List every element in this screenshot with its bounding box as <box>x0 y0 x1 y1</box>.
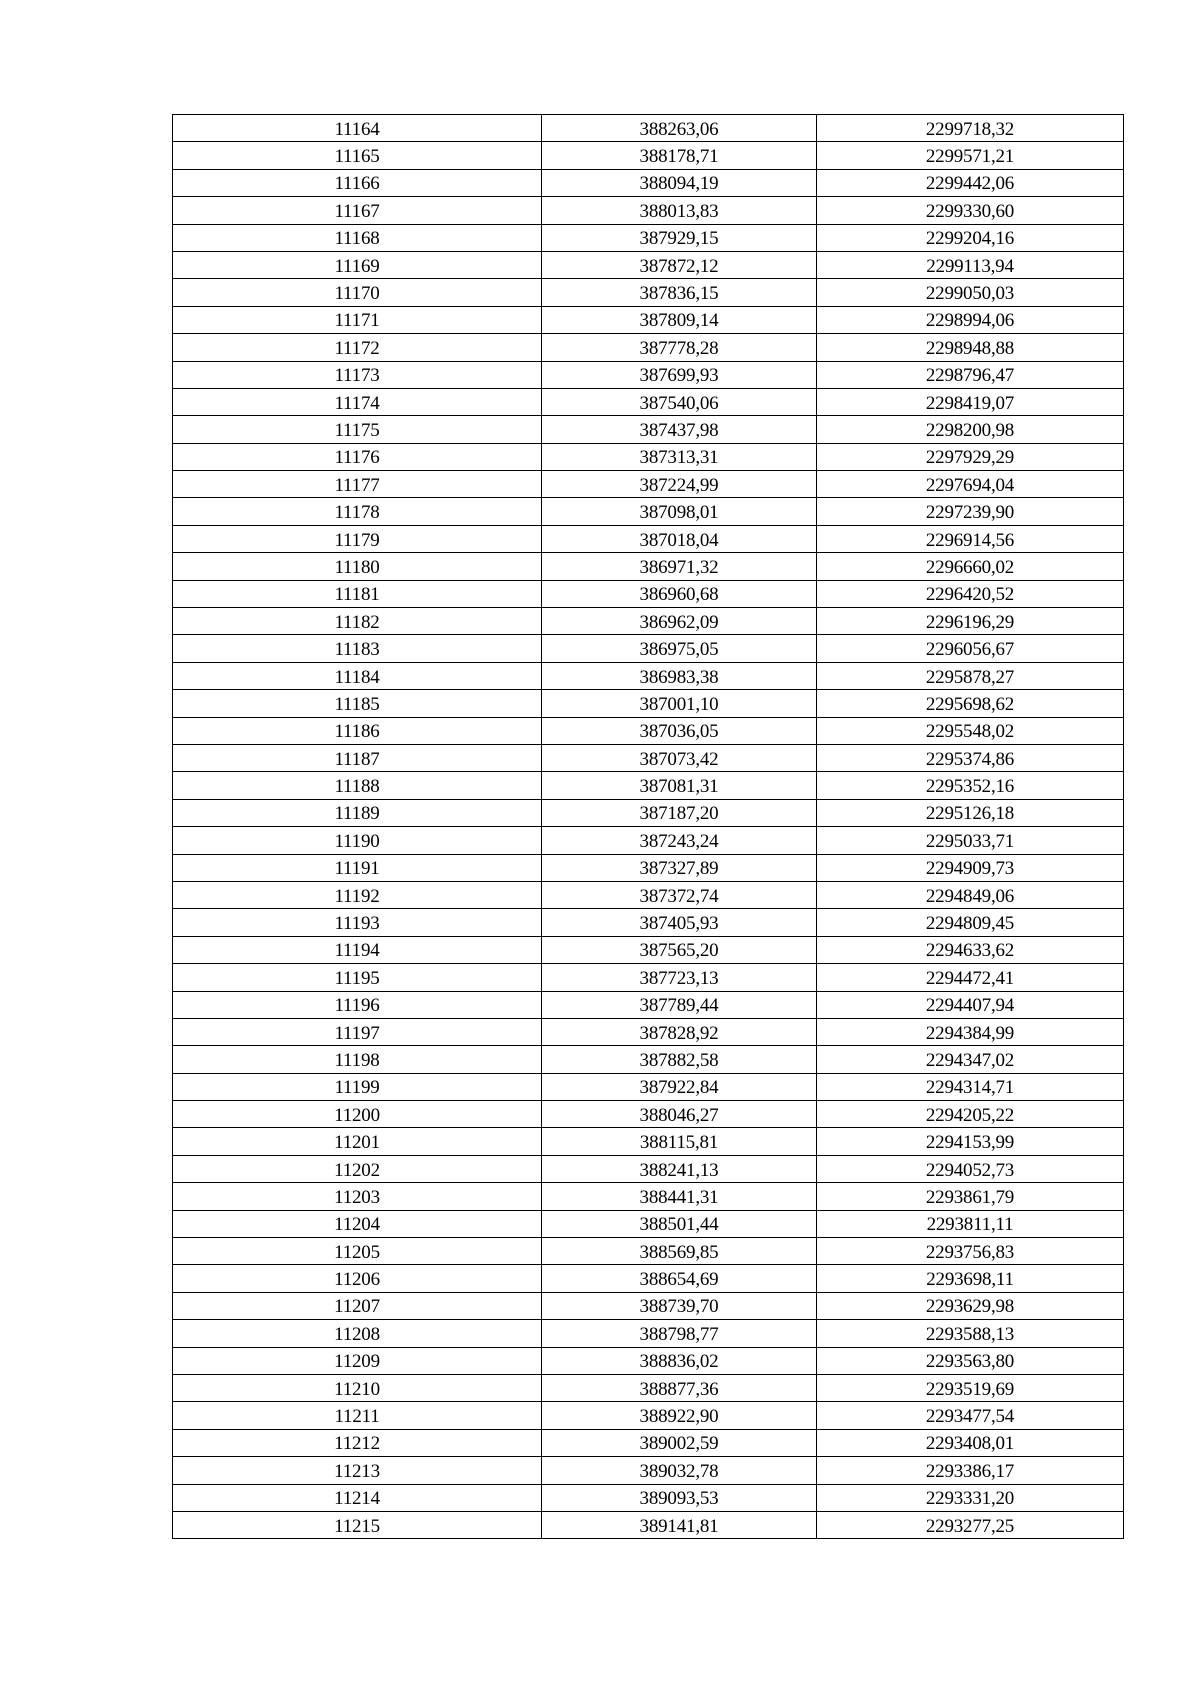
table-row <box>173 306 1124 333</box>
y-coordinate-cell: 2293756,83 <box>817 1238 1124 1265</box>
y-coordinate-cell: 2294472,41 <box>817 964 1124 991</box>
y-coordinate-cell: 2296420,52 <box>817 580 1124 607</box>
y-coordinate-cell: 2293277,25 <box>817 1511 1124 1538</box>
table-row <box>173 1155 1124 1182</box>
table-row <box>173 1484 1124 1511</box>
y-coordinate-cell: 2295352,16 <box>817 772 1124 799</box>
table-row <box>173 936 1124 963</box>
point-number-cell: 11166 <box>173 169 542 196</box>
x-coordinate-cell: 387372,74 <box>542 881 817 908</box>
y-coordinate-cell: 2295033,71 <box>817 827 1124 854</box>
table-row <box>173 1073 1124 1100</box>
x-coordinate-cell: 389093,53 <box>542 1484 817 1511</box>
point-number-cell: 11209 <box>173 1347 542 1374</box>
table-row <box>173 443 1124 470</box>
x-coordinate-cell: 387778,28 <box>542 334 817 361</box>
x-coordinate-cell: 387828,92 <box>542 1018 817 1045</box>
point-number-cell: 11171 <box>173 306 542 333</box>
y-coordinate-cell: 2295698,62 <box>817 690 1124 717</box>
point-number-cell: 11191 <box>173 854 542 881</box>
table-row <box>173 1210 1124 1237</box>
x-coordinate-cell: 387187,20 <box>542 799 817 826</box>
y-coordinate-cell: 2296056,67 <box>817 635 1124 662</box>
y-coordinate-cell: 2293331,20 <box>817 1484 1124 1511</box>
table-row <box>173 608 1124 635</box>
y-coordinate-cell: 2294809,45 <box>817 909 1124 936</box>
x-coordinate-cell: 386962,09 <box>542 608 817 635</box>
point-number-cell: 11200 <box>173 1101 542 1128</box>
x-coordinate-cell: 387922,84 <box>542 1073 817 1100</box>
y-coordinate-cell: 2299442,06 <box>817 169 1124 196</box>
table-row <box>173 197 1124 224</box>
point-number-cell: 11173 <box>173 361 542 388</box>
point-number-cell: 11185 <box>173 690 542 717</box>
x-coordinate-cell: 387882,58 <box>542 1046 817 1073</box>
y-coordinate-cell: 2294849,06 <box>817 881 1124 908</box>
point-number-cell: 11208 <box>173 1320 542 1347</box>
table-row <box>173 991 1124 1018</box>
y-coordinate-cell: 2297929,29 <box>817 443 1124 470</box>
point-number-cell: 11210 <box>173 1374 542 1401</box>
table-row <box>173 1292 1124 1319</box>
y-coordinate-cell: 2293629,98 <box>817 1292 1124 1319</box>
table-row <box>173 662 1124 689</box>
y-coordinate-cell: 2299113,94 <box>817 251 1124 278</box>
table-row <box>173 471 1124 498</box>
point-number-cell: 11172 <box>173 334 542 361</box>
x-coordinate-cell: 389032,78 <box>542 1457 817 1484</box>
point-number-cell: 11192 <box>173 881 542 908</box>
table-row <box>173 964 1124 991</box>
table-row <box>173 635 1124 662</box>
table-row <box>173 1265 1124 1292</box>
x-coordinate-cell: 387098,01 <box>542 498 817 525</box>
table-row <box>173 1429 1124 1456</box>
table-row <box>173 881 1124 908</box>
y-coordinate-cell: 2293861,79 <box>817 1183 1124 1210</box>
table-row <box>173 580 1124 607</box>
y-coordinate-cell: 2293519,69 <box>817 1374 1124 1401</box>
point-number-cell: 11203 <box>173 1183 542 1210</box>
point-number-cell: 11215 <box>173 1511 542 1538</box>
y-coordinate-cell: 2298994,06 <box>817 306 1124 333</box>
point-number-cell: 11205 <box>173 1238 542 1265</box>
y-coordinate-cell: 2294347,02 <box>817 1046 1124 1073</box>
x-coordinate-cell: 388046,27 <box>542 1101 817 1128</box>
x-coordinate-cell: 387243,24 <box>542 827 817 854</box>
table-row <box>173 553 1124 580</box>
table-row <box>173 1320 1124 1347</box>
y-coordinate-cell: 2296196,29 <box>817 608 1124 635</box>
y-coordinate-cell: 2293563,80 <box>817 1347 1124 1374</box>
point-number-cell: 11178 <box>173 498 542 525</box>
point-number-cell: 11187 <box>173 744 542 771</box>
x-coordinate-cell: 387789,44 <box>542 991 817 1018</box>
x-coordinate-cell: 389141,81 <box>542 1511 817 1538</box>
table-row <box>173 525 1124 552</box>
y-coordinate-cell: 2293588,13 <box>817 1320 1124 1347</box>
table-row <box>173 416 1124 443</box>
point-number-cell: 11211 <box>173 1402 542 1429</box>
point-number-cell: 11186 <box>173 717 542 744</box>
point-number-cell: 11197 <box>173 1018 542 1045</box>
y-coordinate-cell: 2294052,73 <box>817 1155 1124 1182</box>
point-number-cell: 11193 <box>173 909 542 936</box>
point-number-cell: 11190 <box>173 827 542 854</box>
x-coordinate-cell: 388654,69 <box>542 1265 817 1292</box>
point-number-cell: 11174 <box>173 388 542 415</box>
point-number-cell: 11169 <box>173 251 542 278</box>
x-coordinate-cell: 387073,42 <box>542 744 817 771</box>
point-number-cell: 11164 <box>173 115 542 142</box>
point-number-cell: 11184 <box>173 662 542 689</box>
y-coordinate-cell: 2299204,16 <box>817 224 1124 251</box>
x-coordinate-cell: 387872,12 <box>542 251 817 278</box>
point-number-cell: 11207 <box>173 1292 542 1319</box>
x-coordinate-cell: 387540,06 <box>542 388 817 415</box>
y-coordinate-cell: 2294153,99 <box>817 1128 1124 1155</box>
table-row <box>173 251 1124 278</box>
table-row <box>173 142 1124 169</box>
point-number-cell: 11167 <box>173 197 542 224</box>
y-coordinate-cell: 2293811,11 <box>817 1210 1124 1237</box>
y-coordinate-cell: 2293477,54 <box>817 1402 1124 1429</box>
table-row <box>173 115 1124 142</box>
x-coordinate-cell: 388241,13 <box>542 1155 817 1182</box>
x-coordinate-cell: 388569,85 <box>542 1238 817 1265</box>
y-coordinate-cell: 2294205,22 <box>817 1101 1124 1128</box>
point-number-cell: 11177 <box>173 471 542 498</box>
coordinates-table <box>172 114 1124 1539</box>
x-coordinate-cell: 386975,05 <box>542 635 817 662</box>
point-number-cell: 11188 <box>173 772 542 799</box>
x-coordinate-cell: 387723,13 <box>542 964 817 991</box>
x-coordinate-cell: 387001,10 <box>542 690 817 717</box>
point-number-cell: 11213 <box>173 1457 542 1484</box>
x-coordinate-cell: 386960,68 <box>542 580 817 607</box>
table-row <box>173 1046 1124 1073</box>
point-number-cell: 11194 <box>173 936 542 963</box>
point-number-cell: 11179 <box>173 525 542 552</box>
y-coordinate-cell: 2294384,99 <box>817 1018 1124 1045</box>
y-coordinate-cell: 2295878,27 <box>817 662 1124 689</box>
x-coordinate-cell: 387699,93 <box>542 361 817 388</box>
x-coordinate-cell: 387224,99 <box>542 471 817 498</box>
x-coordinate-cell: 388922,90 <box>542 1402 817 1429</box>
y-coordinate-cell: 2293698,11 <box>817 1265 1124 1292</box>
x-coordinate-cell: 388501,44 <box>542 1210 817 1237</box>
table-row <box>173 169 1124 196</box>
x-coordinate-cell: 388178,71 <box>542 142 817 169</box>
x-coordinate-cell: 388263,06 <box>542 115 817 142</box>
x-coordinate-cell: 388836,02 <box>542 1347 817 1374</box>
x-coordinate-cell: 388798,77 <box>542 1320 817 1347</box>
table-row <box>173 827 1124 854</box>
point-number-cell: 11170 <box>173 279 542 306</box>
x-coordinate-cell: 387327,89 <box>542 854 817 881</box>
point-number-cell: 11195 <box>173 964 542 991</box>
y-coordinate-cell: 2299050,03 <box>817 279 1124 306</box>
y-coordinate-cell: 2298948,88 <box>817 334 1124 361</box>
point-number-cell: 11214 <box>173 1484 542 1511</box>
y-coordinate-cell: 2295126,18 <box>817 799 1124 826</box>
x-coordinate-cell: 388094,19 <box>542 169 817 196</box>
y-coordinate-cell: 2299718,32 <box>817 115 1124 142</box>
table-row <box>173 772 1124 799</box>
x-coordinate-cell: 387809,14 <box>542 306 817 333</box>
x-coordinate-cell: 387437,98 <box>542 416 817 443</box>
point-number-cell: 11212 <box>173 1429 542 1456</box>
y-coordinate-cell: 2293386,17 <box>817 1457 1124 1484</box>
point-number-cell: 11180 <box>173 553 542 580</box>
y-coordinate-cell: 2294314,71 <box>817 1073 1124 1100</box>
table-row <box>173 334 1124 361</box>
point-number-cell: 11176 <box>173 443 542 470</box>
table-row <box>173 1238 1124 1265</box>
point-number-cell: 11165 <box>173 142 542 169</box>
point-number-cell: 11204 <box>173 1210 542 1237</box>
point-number-cell: 11201 <box>173 1128 542 1155</box>
y-coordinate-cell: 2296914,56 <box>817 525 1124 552</box>
y-coordinate-cell: 2297239,90 <box>817 498 1124 525</box>
y-coordinate-cell: 2299571,21 <box>817 142 1124 169</box>
y-coordinate-cell: 2294633,62 <box>817 936 1124 963</box>
point-number-cell: 11183 <box>173 635 542 662</box>
point-number-cell: 11198 <box>173 1046 542 1073</box>
x-coordinate-cell: 387313,31 <box>542 443 817 470</box>
table-row <box>173 690 1124 717</box>
y-coordinate-cell: 2294909,73 <box>817 854 1124 881</box>
table-row <box>173 1402 1124 1429</box>
table-row <box>173 1511 1124 1538</box>
x-coordinate-cell: 387081,31 <box>542 772 817 799</box>
x-coordinate-cell: 387565,20 <box>542 936 817 963</box>
y-coordinate-cell: 2293408,01 <box>817 1429 1124 1456</box>
point-number-cell: 11196 <box>173 991 542 1018</box>
point-number-cell: 11202 <box>173 1155 542 1182</box>
x-coordinate-cell: 386983,38 <box>542 662 817 689</box>
table-row <box>173 1128 1124 1155</box>
table-row <box>173 361 1124 388</box>
y-coordinate-cell: 2296660,02 <box>817 553 1124 580</box>
table-row <box>173 717 1124 744</box>
y-coordinate-cell: 2298796,47 <box>817 361 1124 388</box>
point-number-cell: 11181 <box>173 580 542 607</box>
x-coordinate-cell: 388877,36 <box>542 1374 817 1401</box>
x-coordinate-cell: 387929,15 <box>542 224 817 251</box>
point-number-cell: 11206 <box>173 1265 542 1292</box>
point-number-cell: 11168 <box>173 224 542 251</box>
point-number-cell: 11182 <box>173 608 542 635</box>
table-row <box>173 224 1124 251</box>
table-row <box>173 1457 1124 1484</box>
table-row <box>173 909 1124 936</box>
table-row <box>173 1347 1124 1374</box>
table-row <box>173 1183 1124 1210</box>
x-coordinate-cell: 387405,93 <box>542 909 817 936</box>
x-coordinate-cell: 388115,81 <box>542 1128 817 1155</box>
point-number-cell: 11199 <box>173 1073 542 1100</box>
y-coordinate-cell: 2295548,02 <box>817 717 1124 744</box>
x-coordinate-cell: 388441,31 <box>542 1183 817 1210</box>
table-row <box>173 799 1124 826</box>
x-coordinate-cell: 387018,04 <box>542 525 817 552</box>
x-coordinate-cell: 387836,15 <box>542 279 817 306</box>
table-row <box>173 1018 1124 1045</box>
point-number-cell: 11189 <box>173 799 542 826</box>
y-coordinate-cell: 2298200,98 <box>817 416 1124 443</box>
table-row <box>173 1374 1124 1401</box>
x-coordinate-cell: 386971,32 <box>542 553 817 580</box>
table-row <box>173 744 1124 771</box>
x-coordinate-cell: 387036,05 <box>542 717 817 744</box>
y-coordinate-cell: 2295374,86 <box>817 744 1124 771</box>
point-number-cell: 11175 <box>173 416 542 443</box>
table-row <box>173 498 1124 525</box>
y-coordinate-cell: 2298419,07 <box>817 388 1124 415</box>
y-coordinate-cell: 2294407,94 <box>817 991 1124 1018</box>
table-row <box>173 854 1124 881</box>
x-coordinate-cell: 389002,59 <box>542 1429 817 1456</box>
x-coordinate-cell: 388739,70 <box>542 1292 817 1319</box>
coordinates-table-body <box>173 115 1124 1539</box>
table-row <box>173 279 1124 306</box>
y-coordinate-cell: 2297694,04 <box>817 471 1124 498</box>
table-row <box>173 1101 1124 1128</box>
y-coordinate-cell: 2299330,60 <box>817 197 1124 224</box>
x-coordinate-cell: 388013,83 <box>542 197 817 224</box>
table-row <box>173 388 1124 415</box>
